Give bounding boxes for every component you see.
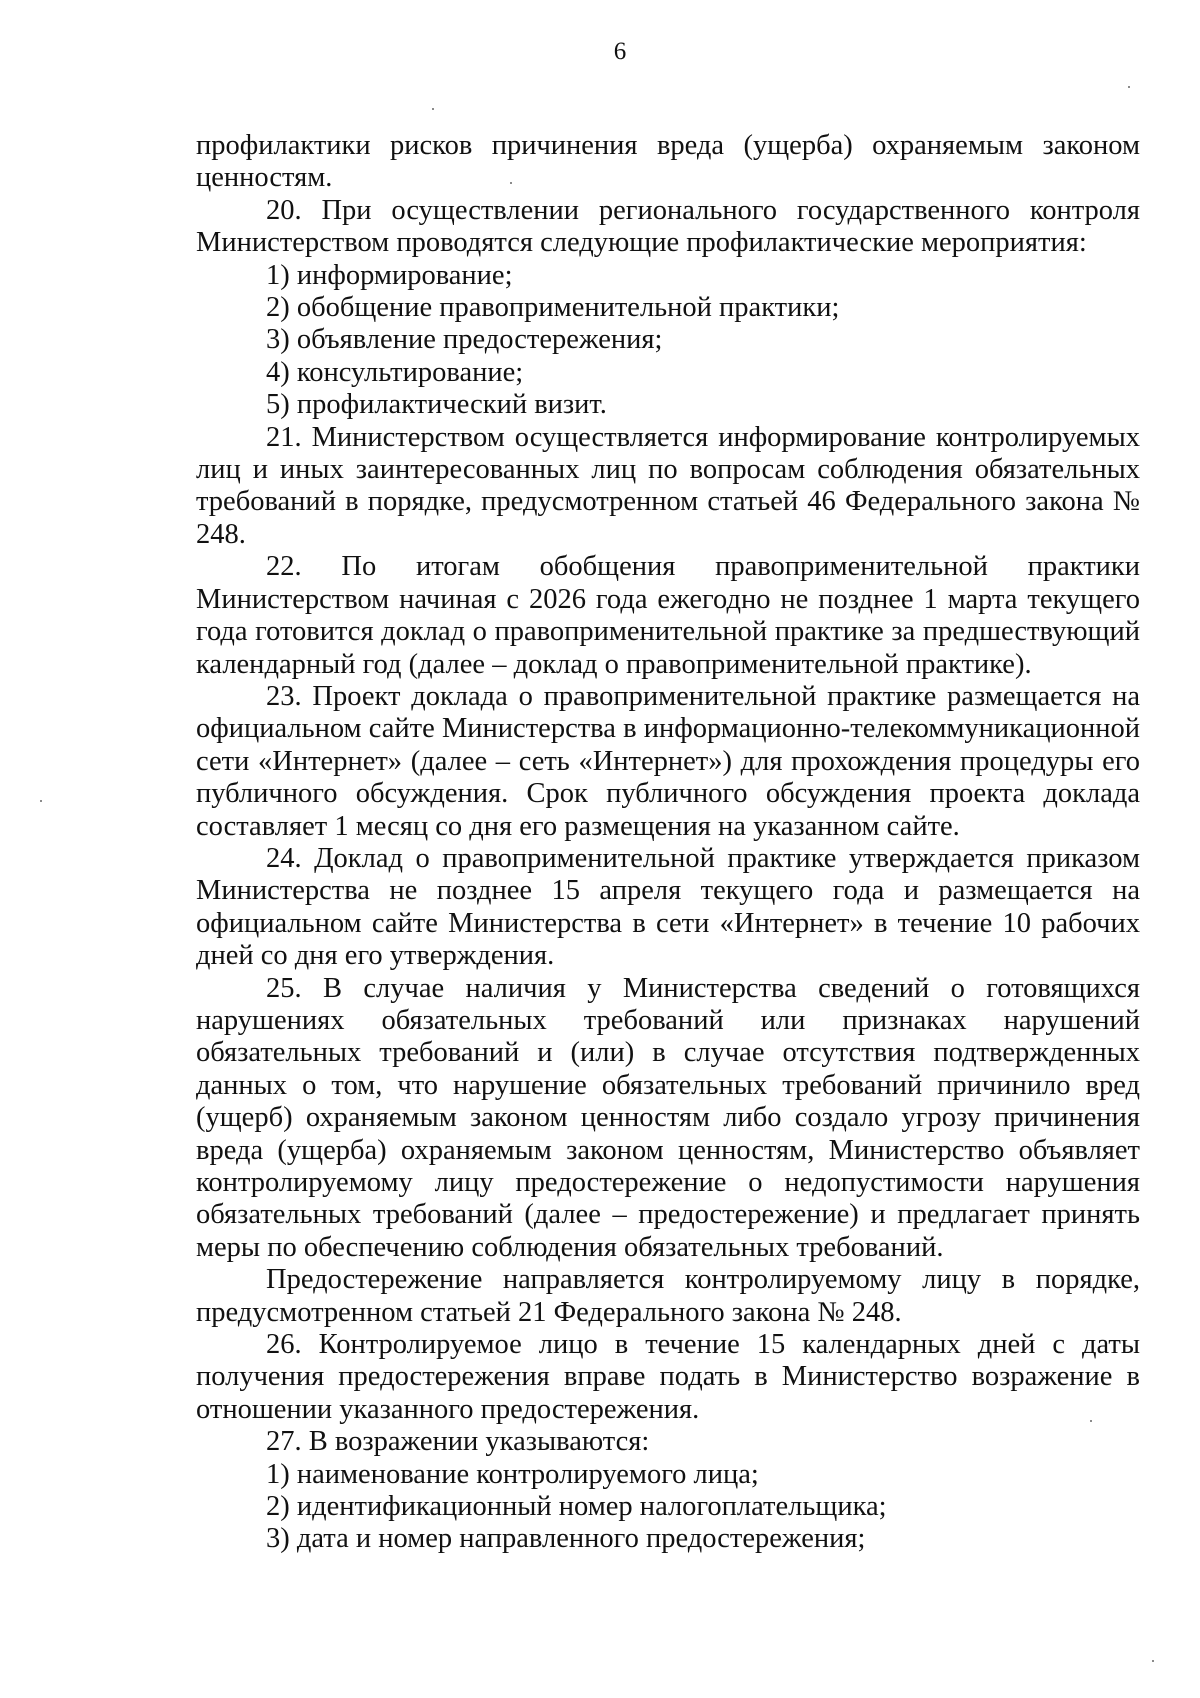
- list-item: 3) дата и номер направленного предостережения;: [266, 1523, 866, 1555]
- paragraph: профилактики рисков причинения вреда (ущерба) охраняемым законом ценностям.: [196, 130, 1140, 194]
- scan-speck: [1152, 1660, 1154, 1662]
- scan-speck: [510, 182, 512, 184]
- paragraph: Предостережение направляется контролируемому лицу в порядке, предусмотренном статьей 21 Федерального закона № 248.: [196, 1264, 1140, 1328]
- paragraph: 21. Министерством осуществляется информирование контролируемых лиц и иных заинтересованных лиц по вопросам соблюдения обязательных требований в порядке, предусмотренном статьей 46 Федерального закона № 248.: [196, 421, 1140, 550]
- list-item: 1) наименование контролируемого лица;: [266, 1458, 759, 1490]
- scan-speck: [1128, 86, 1130, 88]
- list-item: 2) идентификационный номер налогоплательщика;: [266, 1491, 887, 1523]
- paragraph: 22. По итогам обобщения правоприменительной практики Министерством начиная с 2026 года ежегодно не позднее 1 марта текущего года готовится доклад о правоприменительной практике за предшествующий календарный год (далее – доклад о правоприменительной практике).: [196, 551, 1140, 680]
- list-item: 4) консультирование;: [266, 356, 524, 388]
- page-number: 6: [613, 38, 627, 65]
- list-item: 1) информирование;: [266, 259, 513, 291]
- paragraph: 24. Доклад о правоприменительной практике утверждается приказом Министерства не позднее 15 апреля текущего года и размещается на официальном сайте Министерства в сети «Интернет» в течение 10 рабочих дней со дня его утверждения.: [196, 842, 1140, 972]
- list-item: 2) обобщение правоприменительной практики;: [266, 292, 840, 324]
- paragraph: 20. При осуществлении регионального государственного контроля Министерством проводятся следующие профилактические мероприятия:: [196, 194, 1140, 259]
- paragraph: 23. Проект доклада о правоприменительной практике размещается на официальном сайте Министерства в информационно-телекоммуникационной сети «Интернет» (далее – сеть «Интернет») для прохождения процедуры его публичного обсуждения. Срок публичного обсуждения проекта доклада составляет 1 месяц со дня его размещения на указанном сайте.: [196, 680, 1140, 842]
- list-item: 5) профилактический визит.: [266, 389, 607, 421]
- scan-speck: [432, 108, 434, 110]
- list-item: 3) объявление предостережения;: [266, 324, 663, 356]
- scan-speck: [40, 800, 42, 802]
- paragraph: 26. Контролируемое лицо в течение 15 календарных дней с даты получения предостережения вправе подать в Министерство возражение в отношении указанного предостережения.: [196, 1329, 1140, 1425]
- scan-speck: [1090, 1420, 1092, 1422]
- document-body: [196, 130, 1140, 1556]
- list-item: 27. В возражении указываются:: [266, 1426, 650, 1458]
- paragraph: 25. В случае наличия у Министерства сведений о готовящихся нарушениях обязательных требований или признаках нарушений обязательных требований и (или) в случае отсутствия подтвержденных данных о том, что нарушение обязательных требований причинило вред (ущерб) охраняемым законом ценностям либо создало угрозу причинения вреда (ущерба) охраняемым законом ценностям, Министерство объявляет контролируемому лицу предостережение о недопустимости нарушения обязательных требований (далее – предостережение) и предлагает принять меры по обеспечению соблюдения обязательных требований.: [196, 972, 1140, 1263]
